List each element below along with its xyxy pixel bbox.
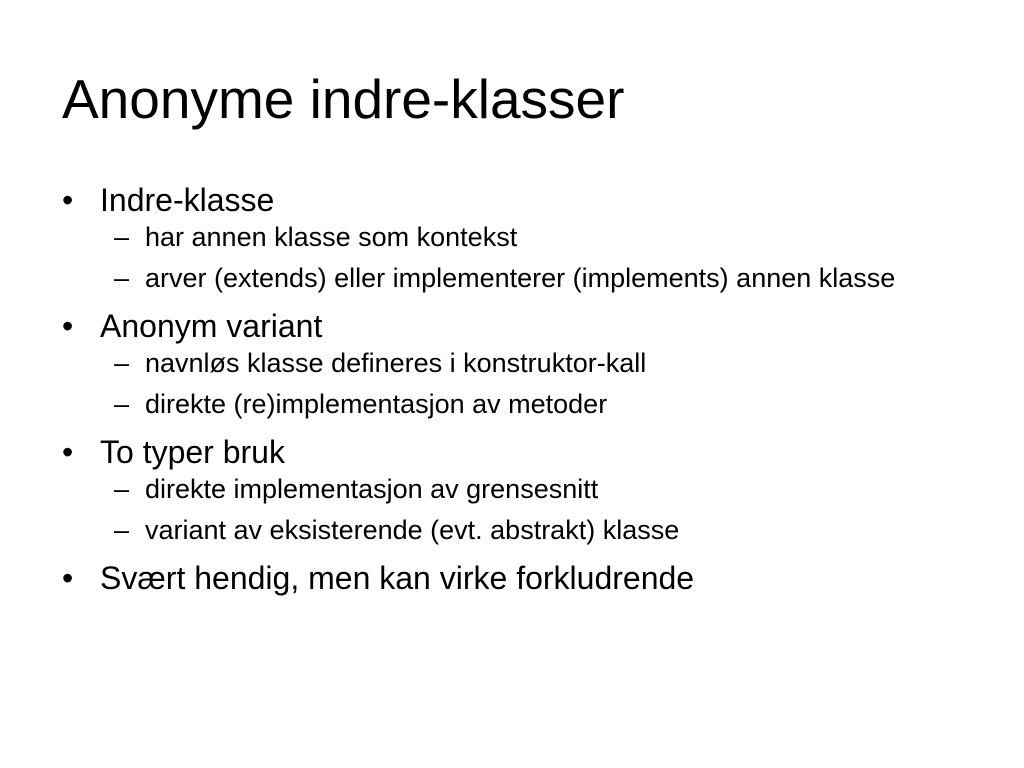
sub-item <box>62 515 962 545</box>
sub-item <box>62 263 962 293</box>
sub-marker: – <box>114 389 130 419</box>
bullet-item <box>62 178 962 293</box>
sub-marker: – <box>114 263 130 293</box>
bullet-text: To typer bruk <box>100 434 285 470</box>
sub-list <box>62 348 962 419</box>
bullet-text: Svært hendig, men kan virke forkludrende <box>100 560 695 596</box>
bullet-item <box>62 430 962 545</box>
sub-item <box>62 348 962 378</box>
sub-item-text: arver (extends) eller implementerer (implements) annen klasse <box>145 263 896 293</box>
bullet-text: Indre-klasse <box>100 182 275 218</box>
sub-item-text: navnløs klasse defineres i konstruktor-kall <box>145 348 647 378</box>
sub-item <box>62 389 962 419</box>
sub-marker: – <box>114 474 130 504</box>
sub-item-text: direkte implementasjon av grensesnitt <box>145 474 599 504</box>
sub-marker: – <box>114 222 130 252</box>
bullet-marker: • <box>62 434 74 470</box>
sub-item <box>62 474 962 504</box>
sub-marker: – <box>114 515 130 545</box>
bullet-marker: • <box>62 182 74 218</box>
sub-list <box>62 474 962 545</box>
bullet-marker: • <box>62 308 74 344</box>
sub-item-text: variant av eksisterende (evt. abstrakt) klasse <box>145 515 680 545</box>
bullet-item <box>62 556 962 600</box>
slide-title: Anonyme indre-klasser <box>62 68 625 130</box>
sub-item-text: har annen klasse som kontekst <box>145 222 518 252</box>
sub-item <box>62 222 962 252</box>
sub-list <box>62 222 962 293</box>
bullet-marker: • <box>62 560 74 596</box>
bullet-text: Anonym variant <box>100 308 323 344</box>
bullet-item <box>62 304 962 419</box>
bullet-list <box>62 178 962 604</box>
sub-item-text: direkte (re)implementasjon av metoder <box>145 389 608 419</box>
sub-marker: – <box>114 348 130 378</box>
